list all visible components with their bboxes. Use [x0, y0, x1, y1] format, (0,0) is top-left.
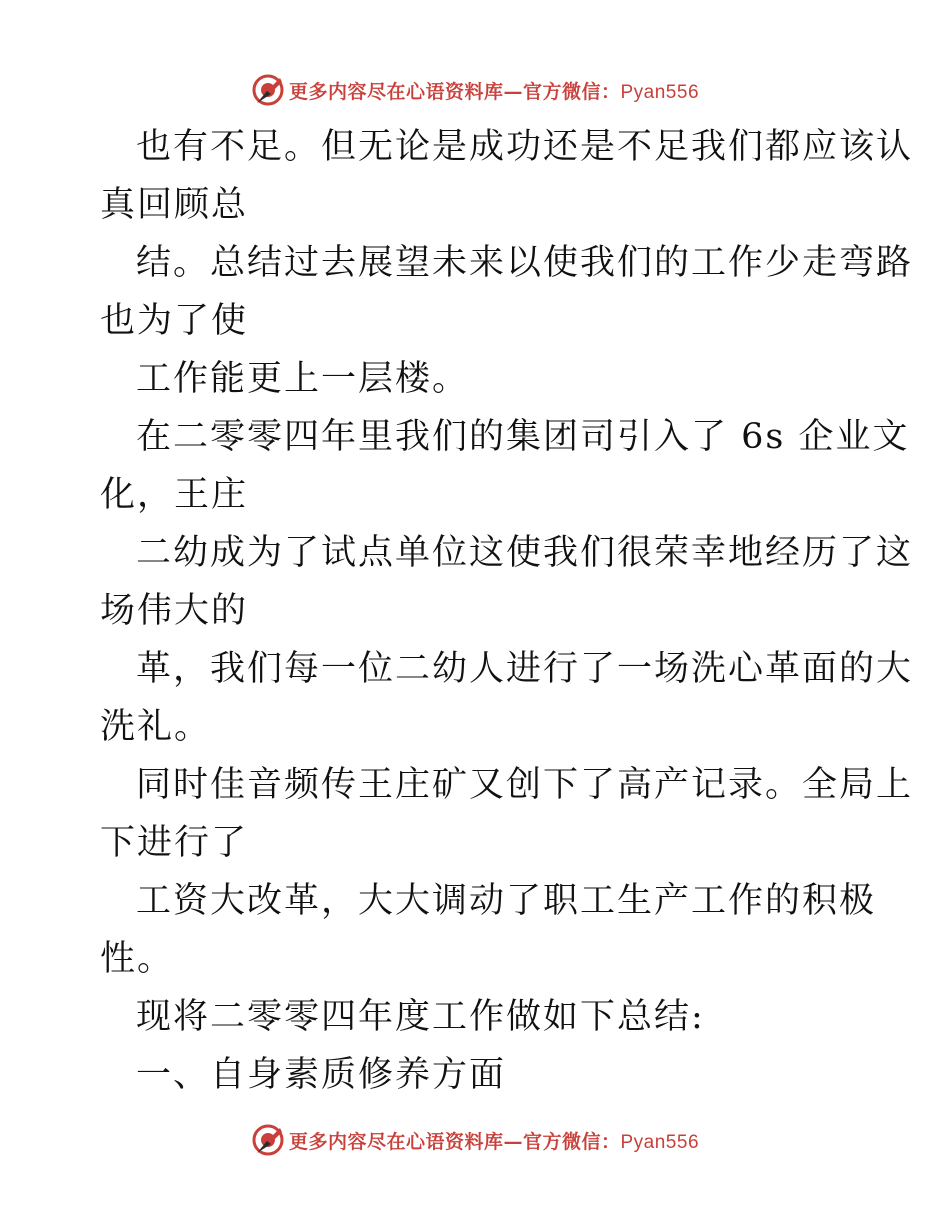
- text-line: 场伟大的: [100, 591, 249, 631]
- text-line: 化，王庄: [100, 475, 249, 515]
- pen-logo-icon: [251, 73, 285, 107]
- text-line: 下进行了: [100, 823, 249, 863]
- text-line: 洗礼。: [100, 707, 212, 747]
- pen-logo-icon: [251, 1123, 285, 1157]
- text-line: 在二零零四年里我们的集团司引入了 6s 企业文: [136, 417, 910, 457]
- text-line: 同时佳音频传王庄矿又创下了高产记录。全局上: [136, 765, 914, 805]
- text-line: 性。: [100, 939, 175, 979]
- header-wechat-id: Pyan556: [620, 81, 700, 103]
- text-line: 二幼成为了试点单位这使我们很荣幸地经历了这: [136, 533, 914, 573]
- document-body: [100, 118, 914, 1104]
- text-line: 革，我们每一位二幼人进行了一场洗心革面的大: [136, 649, 914, 689]
- header-banner-text: 更多内容尽在心语资料库—官方微信：Pyan556: [288, 80, 700, 103]
- text-line: 也为了使: [100, 301, 249, 341]
- text-line: 一、自身素质修养方面: [136, 1055, 507, 1095]
- footer-banner-text: 更多内容尽在心语资料库—官方微信：Pyan556: [288, 1130, 700, 1153]
- text-line: 也有不足。但无论是成功还是不足我们都应该认: [136, 127, 914, 167]
- text-line: 工作能更上一层楼。: [136, 359, 470, 399]
- text-line: 现将二零零四年度工作做如下总结:: [136, 997, 705, 1037]
- text-line: 结。总结过去展望未来以使我们的工作少走弯路: [136, 243, 914, 283]
- header-banner: [0, 70, 950, 110]
- text-line: 工资大改革，大大调动了职工生产工作的积极: [136, 881, 877, 921]
- footer-wechat-id: Pyan556: [620, 1131, 700, 1153]
- text-line: 真回顾总: [100, 185, 249, 225]
- footer-banner: [0, 1120, 950, 1160]
